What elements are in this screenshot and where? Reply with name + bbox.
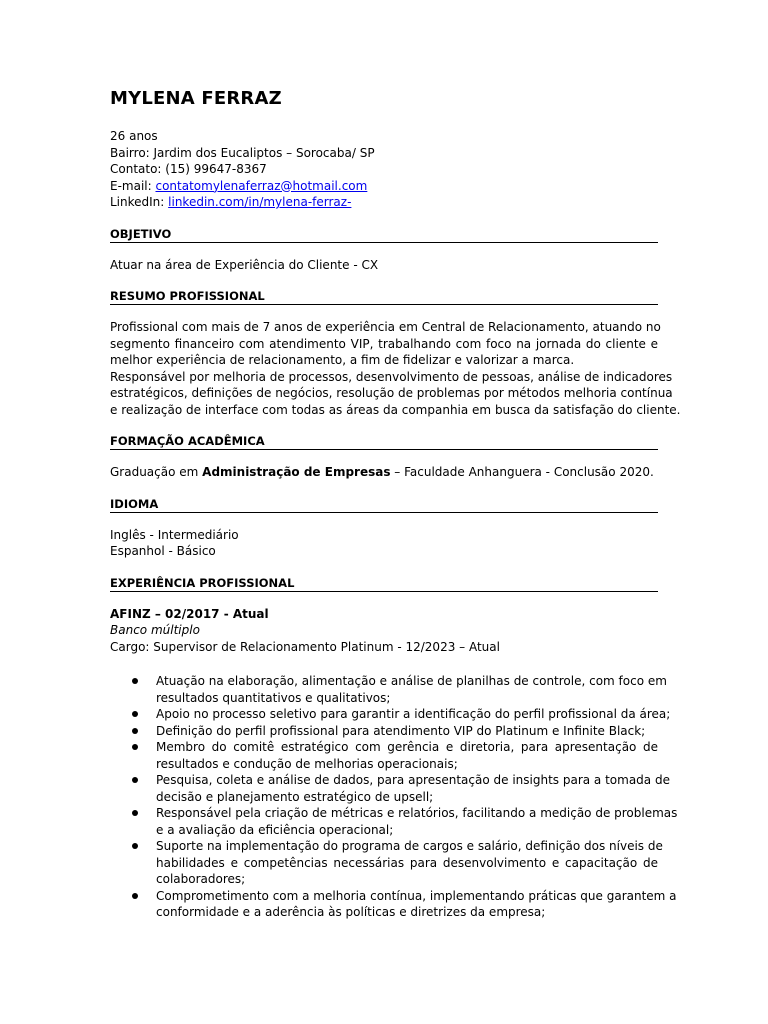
objetivo-text: Atuar na área de Experiência do Cliente - CX [110,257,379,272]
phone: Contato: (15) 99647-8367 [110,162,267,176]
age: 26 anos [110,129,158,143]
section-title-objetivo: OBJETIVO [110,227,658,243]
formacao-text [110,464,658,481]
bullet-icon [132,728,138,734]
bullet-item [110,838,663,888]
resumo-line: Responsável por melhoria de processos, desenvolvimento de pessoas, análise de indicadores [110,369,673,384]
section-title-idioma: IDIOMA [110,497,658,513]
bullet-line: resultados quantitativos e qualitativos; [156,690,391,705]
bullet-item [110,739,658,772]
bullet-item [110,805,678,838]
bullet-icon [132,678,138,684]
experience-bullet-list [110,673,678,921]
email-label: E-mail: [110,178,156,193]
bullet-line: Definição do perfil profissional para atendimento VIP do Platinum e Infinite Black; [156,723,646,738]
linkedin-label: LinkedIn: [110,195,169,209]
section-title-resumo: RESUMO PROFISSIONAL [110,289,658,305]
bullet-icon [132,711,138,717]
linkedin-line [110,194,658,211]
bullet-icon [132,893,138,899]
idioma-item: Inglês - Intermediário [110,527,239,542]
bullet-item [110,723,658,740]
bullet-line: Pesquisa, coleta e análise de dados, para apresentação de insights para a tomada de [156,773,670,787]
linkedin-link[interactable]: linkedin.com/in/mylena-ferraz- [168,195,352,209]
email-link[interactable]: contatomylenaferraz@hotmail.com [155,178,368,193]
bullet-line: Apoio no processo seletivo para garantir a identificação do perfil profissional da área; [156,707,671,721]
contact-block [110,128,658,211]
formacao-prefix: Graduação em [110,465,203,479]
resumo-line: e realização de interface com todas as áreas da companhia em busca da satisfação do cliente. [110,402,681,417]
bullet-icon [132,744,138,750]
section-title-experiencia: EXPERIÊNCIA PROFISSIONAL [110,576,658,592]
resumo-line: Profissional com mais de 7 anos de experiência em Central de Relacionamento, atuando no [110,320,661,334]
section-title-formacao: FORMAÇÃO ACADÊMICA [110,434,658,450]
bullet-line: Responsável pela criação de métricas e relatórios, facilitando a medição de problemas [156,806,678,820]
bullet-line: Comprometimento com a melhoria contínua, implementando práticas que garantem a [156,888,677,903]
formacao-course: Administração de Empresas [202,465,391,479]
candidate-name: MYLENA FERRAZ [110,88,282,109]
resumo-line: melhor experiência de relacionamento, a fim de fidelizar e valorizar a marca. [110,353,575,367]
bullet-line: Suporte na implementação do programa de cargos e salário, definição dos níveis de [156,839,663,853]
email-line [110,178,658,195]
bullet-item [110,888,677,921]
bullet-line: conformidade e a aderência às políticas e diretrizes da empresa; [156,905,546,919]
company-type: Banco múltiplo [110,623,200,637]
bullet-item [110,706,671,723]
company-line: AFINZ – 02/2017 - Atual [110,606,269,621]
bullet-icon [132,843,138,849]
bullet-item [110,673,667,706]
bullet-line: habilidades e competências necessárias para desenvolvimento e capacitação de [156,855,658,870]
bullet-line: Atuação na elaboração, alimentação e análise de planilhas de controle, com foco em [156,674,667,688]
idioma-item: Espanhol - Básico [110,544,216,558]
bullet-line: e a avaliação da eficiência operacional; [156,822,394,837]
bullet-item [110,772,670,805]
formacao-suffix: – Faculdade Anhanguera - Conclusão 2020. [390,465,654,479]
bullet-line: colaboradores; [156,872,246,886]
resumo-line: segmento financeiro com atendimento VIP, trabalhando com foco na jornada do cliente e [110,336,658,351]
bullet-icon [132,810,138,816]
address: Bairro: Jardim dos Eucaliptos – Sorocaba/ SP [110,145,375,160]
resume-content [110,88,681,921]
bullet-line: Membro do comitê estratégico com gerência e diretoria, para apresentação de [156,740,658,754]
bullet-line: resultados e condução de melhorias operacionais; [156,756,458,771]
bullet-icon [132,777,138,783]
role-line: Cargo: Supervisor de Relacionamento Platinum - 12/2023 – Atual [110,639,500,654]
resumo-text [110,319,681,418]
resumo-line: estratégicos, definições de negócios, resolução de problemas por métodos melhoria contínua [110,386,673,400]
bullet-line: decisão e planejamento estratégico de upsell; [156,789,434,804]
